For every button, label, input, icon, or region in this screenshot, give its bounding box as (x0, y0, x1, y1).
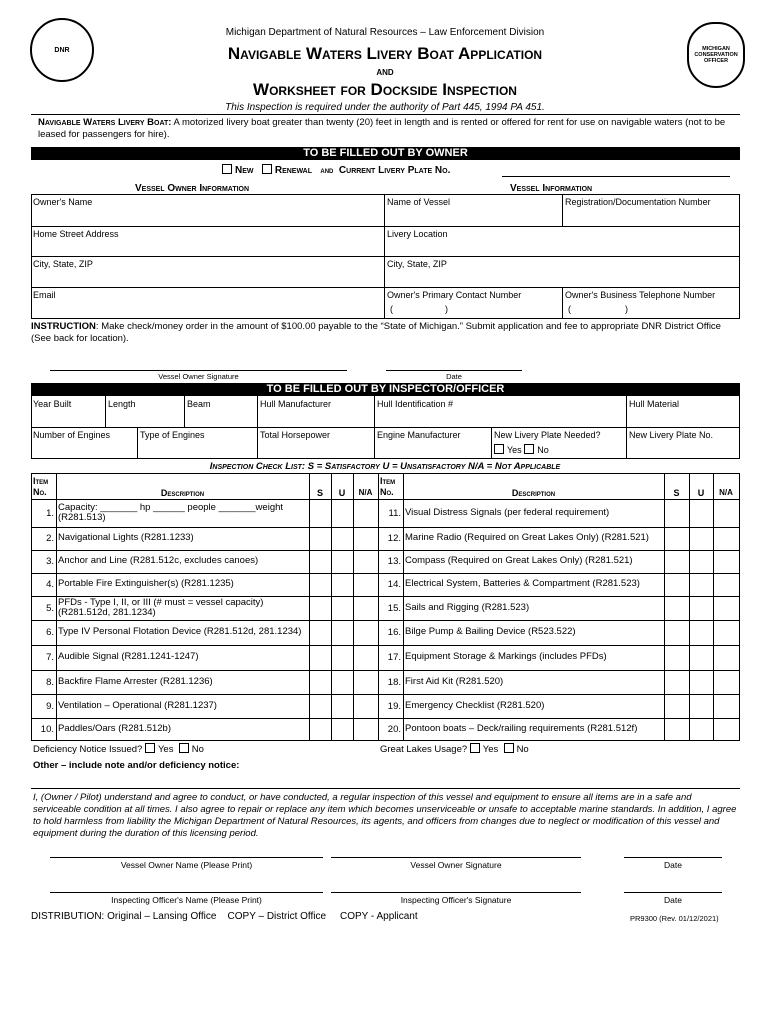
plate-no-checkbox[interactable] (524, 444, 534, 454)
item-19-u-cell[interactable] (690, 695, 713, 718)
item-10-s-cell[interactable] (310, 719, 331, 740)
item-1-s-cell[interactable] (310, 500, 331, 527)
item-number: 7. (46, 652, 54, 663)
item-13-u-cell[interactable] (690, 551, 713, 573)
checklist-item-9: Ventilation – Operational (R281.1237) (58, 699, 217, 711)
street-address-field[interactable]: Home Street Address (33, 229, 119, 239)
item-number: 2. (46, 533, 54, 544)
item-5-na-cell[interactable] (354, 597, 378, 620)
great-lakes-yes-checkbox[interactable] (470, 743, 480, 753)
owner-signature2-caption: Vessel Owner Signature (410, 860, 502, 870)
inspector-section-bar: TO BE FILLED OUT BY INSPECTOR/OFFICER (31, 383, 740, 396)
item-17-s-cell[interactable] (665, 646, 689, 670)
item-16-u-cell[interactable] (690, 621, 713, 645)
checklist-item-8: Backfire Flame Arrester (R281.1236) (58, 675, 213, 687)
conservation-officer-badge-logo: MICHIGAN CONSERVATION OFFICER (687, 22, 745, 88)
checklist-item-17: Equipment Storage & Markings (includes PFDs) (405, 651, 607, 663)
item-19-s-cell[interactable] (665, 695, 689, 718)
item-number: 3. (46, 556, 54, 567)
item-number: 12. (387, 533, 401, 544)
new-label: New (235, 165, 254, 176)
item-12-s-cell[interactable] (665, 528, 689, 550)
primary-paren-close: ) (445, 304, 448, 314)
na-header-right: N/A (719, 488, 733, 497)
application-type-row (222, 164, 450, 176)
email-field[interactable]: Email (33, 290, 56, 300)
current-plate-label: Current Livery Plate No. (338, 165, 451, 176)
item-20-u-cell[interactable] (690, 719, 713, 740)
item-10-na-cell[interactable] (354, 719, 378, 740)
item-7-na-cell[interactable] (354, 646, 378, 670)
item-12-na-cell[interactable] (714, 528, 739, 550)
item-5-u-cell[interactable] (332, 597, 353, 620)
owner-signature2-line[interactable] (331, 857, 581, 858)
item-15-na-cell[interactable] (714, 597, 739, 620)
item-number: 13. (387, 556, 401, 567)
item-number: 10. (40, 723, 54, 735)
item-6-u-cell[interactable] (332, 621, 353, 645)
owner-info-heading: Vessel Owner Information (135, 183, 250, 194)
checklist-item-14: Electrical System, Batteries & Compartment (R281.523) (405, 578, 640, 590)
hull-id-field[interactable]: Hull Identification # (377, 399, 454, 409)
number-engines-field[interactable]: Number of Engines (33, 430, 111, 440)
and-label: and (320, 165, 334, 175)
item-19-na-cell[interactable] (714, 695, 739, 718)
hull-manufacturer-field[interactable]: Hull Manufacturer (260, 399, 332, 409)
u-header-right: U (697, 488, 705, 498)
instruction-text (31, 321, 731, 345)
item-header-left: Item No. (33, 476, 49, 497)
year-built-field[interactable]: Year Built (33, 399, 72, 409)
checklist-item-20: Pontoon boats – Deck/railing requirements (R281.512f) (405, 722, 638, 734)
deficiency-yes-checkbox[interactable] (145, 743, 155, 753)
authority-note: This Inspection is required under the authority of Part 445, 1994 PA 451. (225, 102, 545, 113)
item-15-s-cell[interactable] (665, 597, 689, 620)
beam-field[interactable]: Beam (187, 399, 211, 409)
item-number: 14. (387, 579, 401, 590)
type-engines-field[interactable]: Type of Engines (140, 430, 205, 440)
dnr-seal-logo: DNR (30, 18, 94, 82)
great-lakes-label: Great Lakes Usage? (380, 744, 468, 755)
item-1-u-cell[interactable] (332, 500, 353, 527)
item-6-na-cell[interactable] (354, 621, 378, 645)
plate-yes-checkbox[interactable] (494, 444, 504, 454)
hull-material-field[interactable]: Hull Material (629, 399, 680, 409)
item-number: 18. (387, 676, 401, 688)
item-header-right: Item No. (380, 476, 396, 497)
owner-date2-caption: Date (664, 860, 682, 870)
plate-no-label: No (537, 445, 549, 455)
item-number: 11. (388, 507, 401, 519)
officer-name-line[interactable] (50, 892, 323, 893)
item-10-u-cell[interactable] (332, 719, 353, 740)
owner-name-caption: Vessel Owner Name (Please Print) (120, 860, 253, 870)
item-8-u-cell[interactable] (332, 671, 353, 694)
officer-name-caption: Inspecting Officer's Name (Please Print) (111, 895, 262, 905)
length-field[interactable]: Length (108, 399, 136, 409)
new-plate-needed-label: New Livery Plate Needed? (494, 430, 601, 440)
livery-location-field[interactable]: Livery Location (387, 229, 448, 239)
definition-body: A motorized livery boat greater than twenty (20) feet in length and is rented or offered for rent for use on navigable waters (not to be leased for passengers for hire). (38, 117, 726, 140)
form-subtitle: Worksheet for Dockside Inspection (253, 80, 517, 99)
u-header-left: U (338, 488, 346, 498)
agency-name: Michigan Department of Natural Resources – Law Enforcement Division (225, 27, 545, 38)
form-number: PR9300 (Rev. 01/12/2021) (630, 914, 719, 923)
deficiency-yes-label: Yes (157, 744, 174, 755)
current-plate-input[interactable] (502, 176, 730, 177)
item-5-s-cell[interactable] (310, 597, 331, 620)
deficiency-row (33, 743, 204, 755)
owner-section-bar: TO BE FILLED OUT BY OWNER (31, 147, 740, 160)
primary-paren-open: ( (390, 304, 393, 314)
business-phone-field[interactable]: Owner's Business Telephone Number (565, 290, 716, 300)
officer-date-line[interactable] (624, 892, 722, 893)
great-lakes-no-label: No (516, 744, 529, 755)
item-9-na-cell[interactable] (354, 695, 378, 718)
item-11-u-cell[interactable] (690, 500, 713, 527)
item-20-na-cell[interactable] (714, 719, 739, 740)
item-11-s-cell[interactable] (665, 500, 689, 527)
item-13-s-cell[interactable] (665, 551, 689, 573)
item-number: 4. (46, 579, 54, 590)
checklist-item-3: Anchor and Line (R281.512c, excludes canoes) (58, 555, 259, 567)
checklist-item-12: Marine Radio (Required on Great Lakes Only) (R281.521) (405, 532, 649, 544)
item-2-u-cell[interactable] (332, 528, 353, 550)
s-header-left: S (316, 488, 323, 498)
owner-name-line[interactable] (50, 857, 323, 858)
item-number: 17. (387, 652, 401, 663)
great-lakes-no-checkbox[interactable] (504, 743, 514, 753)
item-7-s-cell[interactable] (310, 646, 331, 670)
form-title: Navigable Waters Livery Boat Application (227, 44, 543, 63)
owner-date-line[interactable] (386, 370, 522, 371)
checklist-item-2: Navigational Lights (R281.1233) (58, 532, 194, 544)
definition-term: Navigable Waters Livery Boat: (38, 117, 172, 128)
checklist-item-1: Capacity: _______ hp ______ people _______weight (R281.513) (58, 501, 284, 523)
plate-yes-label: Yes (507, 445, 522, 455)
total-horsepower-field[interactable]: Total Horsepower (260, 430, 331, 440)
item-number: 20. (387, 723, 401, 735)
item-15-u-cell[interactable] (690, 597, 713, 620)
item-7-u-cell[interactable] (332, 646, 353, 670)
item-number: 6. (46, 627, 54, 638)
deficiency-no-checkbox[interactable] (179, 743, 189, 753)
new-plate-needed-options (494, 444, 549, 455)
item-4-na-cell[interactable] (354, 574, 378, 596)
checklist-item-10: Paddles/Oars (R281.512b) (58, 722, 172, 734)
item-1-na-cell[interactable] (354, 500, 378, 527)
new-checkbox[interactable] (222, 164, 232, 174)
item-4-s-cell[interactable] (310, 574, 331, 596)
checklist-item-5: PFDs - Type I, II, or III (# must = vessel capacity) (R281.512d, 281.1234) (58, 596, 264, 618)
checklist-title: Inspection Check List: S = Satisfactory U = Unsatisfactory N/A = Not Applicable (209, 461, 561, 472)
item-3-u-cell[interactable] (332, 551, 353, 573)
officer-signature-line[interactable] (331, 892, 581, 893)
item-11-na-cell[interactable] (714, 500, 739, 527)
checklist-item-18: First Aid Kit (R281.520) (405, 675, 504, 687)
item-14-na-cell[interactable] (714, 574, 739, 596)
item-number: 9. (46, 700, 54, 712)
item-8-s-cell[interactable] (310, 671, 331, 694)
vessel-city-field[interactable]: City, State, ZIP (387, 259, 447, 269)
item-number: 8. (46, 676, 54, 688)
item-number: 19. (387, 700, 401, 712)
agreement-statement: I, (Owner / Pilot) understand and agree to conduct, or have conducted, a regular inspection of this vessel and equipment to ensure all items are in a safe and serviceable condition at all times. I also agree to repair or replace any item which becomes unserviceable or unsafe to acceptable marine standards. In addition, I agree to hold harmless from liability the Michigan Department of Natural Resources, its agents, and officers from changes due to neglect or modification of this vessel and equipment during the duration of this licensing period. (33, 792, 737, 839)
vessel-info-heading: Vessel Information (510, 183, 593, 194)
na-header-left: N/A (358, 488, 373, 497)
vessel-name-field[interactable]: Name of Vessel (387, 197, 451, 207)
owner-date2-line[interactable] (624, 857, 722, 858)
checklist-item-6: Type IV Personal Flotation Device (R281.512d, 281.1234) (58, 626, 302, 638)
new-plate-number-field[interactable]: New Livery Plate No. (629, 430, 714, 440)
item-17-na-cell[interactable] (714, 646, 739, 670)
owner-city-field[interactable]: City, State, ZIP (33, 259, 93, 269)
instruction-body: : Make check/money order in the amount of $100.00 payable to the “State of Michigan.” Submit application and fee to appropriate DNR District Office (See back for location). (31, 321, 721, 344)
other-notes-field[interactable] (31, 772, 740, 788)
owner-name-field[interactable]: Owner's Name (33, 197, 93, 207)
item-14-u-cell[interactable] (690, 574, 713, 596)
primary-contact-field[interactable]: Owner's Primary Contact Number (387, 290, 522, 300)
item-number: 16. (387, 627, 401, 638)
item-17-u-cell[interactable] (690, 646, 713, 670)
checklist-item-11: Visual Distress Signals (per federal requirement) (405, 506, 610, 518)
great-lakes-row (380, 743, 529, 755)
owner-signature-caption: Vessel Owner Signature (158, 372, 239, 381)
engine-manufacturer-field[interactable]: Engine Manufacturer (377, 430, 461, 440)
owner-signature-line[interactable] (50, 370, 347, 371)
deficiency-no-label: No (191, 744, 204, 755)
officer-date-caption: Date (664, 895, 682, 905)
distribution-note: DISTRIBUTION: Original – Lansing Office COPY – District Office COPY - Applicant (31, 911, 418, 922)
checklist-item-7: Audible Signal (R281.1241-1247) (58, 651, 199, 663)
checklist-item-19: Emergency Checklist (R281.520) (405, 699, 545, 711)
item-8-na-cell[interactable] (354, 671, 378, 694)
deficiency-label: Deficiency Notice Issued? (33, 744, 143, 755)
title-and: and (376, 66, 394, 78)
item-20-s-cell[interactable] (665, 719, 689, 740)
item-2-na-cell[interactable] (354, 528, 378, 550)
item-number: 15. (387, 602, 401, 614)
item-18-u-cell[interactable] (690, 671, 713, 694)
item-9-u-cell[interactable] (332, 695, 353, 718)
item-18-s-cell[interactable] (665, 671, 689, 694)
registration-field[interactable]: Registration/Documentation Number (565, 197, 711, 207)
definition-text (38, 117, 734, 141)
item-number: 1. (46, 507, 54, 519)
item-18-na-cell[interactable] (714, 671, 739, 694)
checklist-item-15: Sails and Rigging (R281.523) (405, 601, 530, 613)
item-number: 5. (46, 602, 54, 614)
item-3-s-cell[interactable] (310, 551, 331, 573)
renewal-checkbox[interactable] (262, 164, 272, 174)
owner-date-caption: Date (446, 372, 462, 381)
item-3-na-cell[interactable] (354, 551, 378, 573)
checklist-item-16: Bilge Pump & Bailing Device (R523.522) (405, 626, 576, 638)
item-12-u-cell[interactable] (690, 528, 713, 550)
item-9-s-cell[interactable] (310, 695, 331, 718)
business-paren-open: ( (568, 304, 571, 314)
renewal-label: Renewal (274, 165, 313, 176)
item-16-s-cell[interactable] (665, 621, 689, 645)
other-notes-label: Other – include note and/or deficiency notice: (33, 760, 240, 771)
item-14-s-cell[interactable] (665, 574, 689, 596)
description-header-right: Description (511, 488, 556, 498)
s-header-right: S (673, 488, 680, 498)
item-13-na-cell[interactable] (714, 551, 739, 573)
item-6-s-cell[interactable] (310, 621, 331, 645)
checklist-item-4: Portable Fire Extinguisher(s) (R281.1235) (58, 578, 234, 590)
description-header-left: Description (160, 488, 205, 498)
item-2-s-cell[interactable] (310, 528, 331, 550)
checklist-item-13: Compass (Required on Great Lakes Only) (R281.521) (405, 555, 633, 567)
officer-signature-caption: Inspecting Officer's Signature (400, 895, 512, 905)
item-16-na-cell[interactable] (714, 621, 739, 645)
business-paren-close: ) (625, 304, 628, 314)
great-lakes-yes-label: Yes (482, 744, 499, 755)
instruction-label: INSTRUCTION (31, 321, 96, 332)
item-4-u-cell[interactable] (332, 574, 353, 596)
